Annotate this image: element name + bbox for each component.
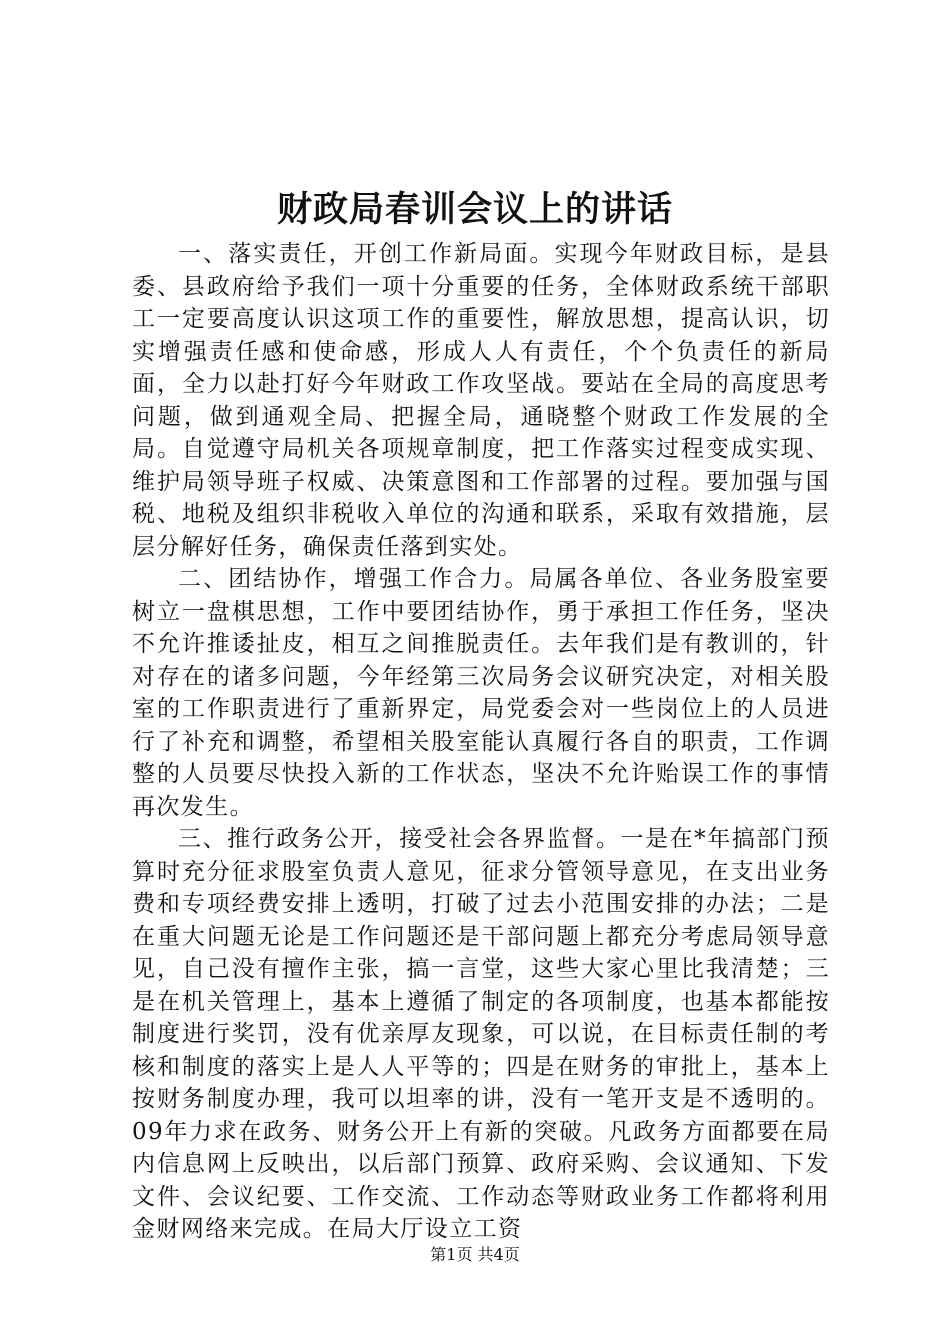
document-body — [132, 238, 830, 1246]
paragraph-3: 三、推行政务公开，接受社会各界监督。一是在*年搞部门预算时充分征求股室负责人意见，征求分管领导意见，在支出业务费和专项经费安排上透明，打破了过去小范围安排的办法；二是在重大问题无论是工作问题还是干部问题上都充分考虑局领导意见，自己没有擅作主张，搞一言堂，这些大家心里比我清楚；三是在机关管理上，基本上遵循了制定的各项制度，也基本都能按制度进行奖罚，没有优亲厚友现象，可以说，在目标责任制的考核和制度的落实上是人人平等的；四是在财务的审批上，基本上按财务制度办理，我可以坦率的讲，没有一笔开支是不透明的。09年力求在政务、财务公开上有新的突破。凡政务方面都要在局内信息网上反映出，以后部门预算、政府采购、会议通知、下发文件、会议纪要、工作交流、工作动态等财政业务工作都将利用金财网络来完成。在局大厅设立工资 — [132, 826, 830, 1242]
paragraph-2: 二、团结协作，增强工作合力。局属各单位、各业务股室要树立一盘棋思想，工作中要团结协作，勇于承担工作任务，坚决不允许推诿扯皮，相互之间推脱责任。去年我们是有教训的，针对存在的诸多问题，今年经第三次局务会议研究决定，对相关股室的工作职责进行了重新界定，局党委会对一些岗位上的人员进行了补充和调整，希望相关股室能认真履行各自的职责，工作调整的人员要尽快投入新的工作状态，坚决不允许贻误工作的事情再次发生。 — [132, 566, 830, 820]
document-title: 财政局春训会议上的讲话 — [276, 189, 673, 230]
paragraph-1: 一、落实责任，开创工作新局面。实现今年财政目标，是县委、县政府给予我们一项十分重要的任务，全体财政系统干部职工一定要高度认识这项工作的重要性，解放思想，提高认识，切实增强责任感和使命感，形成人人有责任，个个负责任的新局面，全力以赴打好今年财政工作攻坚战。要站在全局的高度思考问题，做到通观全局、把握全局，通晓整个财政工作发展的全局。自觉遵守局机关各项规章制度，把工作落实过程变成实现、维护局领导班子权威、决策意图和工作部署的过程。要加强与国税、地税及组织非税收入单位的沟通和联系，采取有效措施，层层分解好任务，确保责任落到实处。 — [132, 241, 830, 560]
page-number-footer: 第1页 共4页 — [430, 1245, 520, 1264]
